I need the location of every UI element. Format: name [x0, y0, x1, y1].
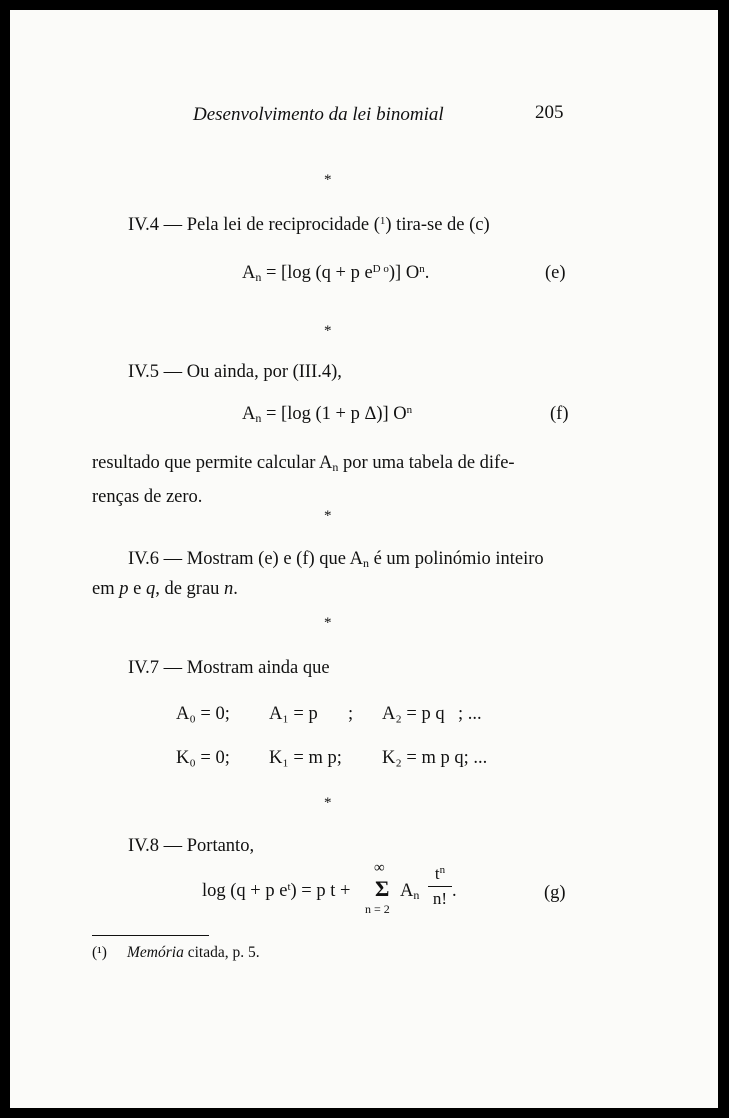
paragraph-iv6-line1: IV.6 — Mostram (e) e (f) que $A_n$ é um polinómio inteiro — [128, 549, 544, 570]
paragraph-iv7: IV.7 — Mostram ainda que — [128, 658, 330, 678]
equation-tag-f: (f) — [550, 404, 569, 424]
equation-tag-g: (g) — [544, 883, 566, 903]
section-separator: * — [324, 615, 332, 631]
paragraph-iv8: IV.8 — Portanto, — [128, 836, 255, 856]
footnote-ref: 1 — [379, 215, 386, 227]
paragraph-iv6-line2: em p e q, de grau n. — [92, 579, 238, 599]
paragraph-iv5: IV.5 — Ou ainda, por (III.4), — [128, 362, 342, 382]
section-separator: * — [324, 172, 332, 188]
sigma-symbol: Σ — [375, 876, 390, 901]
page-number: 205 — [535, 102, 564, 123]
fraction-bar — [428, 886, 452, 887]
section-separator: * — [324, 508, 332, 524]
footnote-title: Memória — [127, 944, 184, 961]
footnote-mark: (¹) — [92, 944, 107, 961]
section-label: IV.4 — [128, 215, 160, 235]
section-separator: * — [324, 795, 332, 811]
equation-g: log (q + p $e^t) = p$ t + — [202, 881, 351, 901]
fraction: $t^n$ n! — [425, 864, 455, 909]
footnote: (¹) Memória citada, p. 5. — [92, 944, 260, 961]
summation: ∞ Σ n = 2 — [365, 860, 390, 916]
paragraph-iv4: IV.4 — Pela lei de reciprocidade ($^1$) tira-se de (c) — [128, 215, 490, 235]
paragraph-iv5-result: resultado que permite calcular $A_n$ por uma tabela de dife- renças de zero. — [92, 453, 515, 507]
equation-f: $A_n = [\log$ (1 + p Δ)] $O^n$ — [242, 404, 413, 425]
book-page: Desenvolvimento da lei binomial 205 * IV.4 — Pela lei de reciprocidade ($^1$) tira-se de (c) $A_n = [\log$ (q + p $e^{D o}$)] $O^n$. (e) * IV.5 — Ou ainda, por (III.4), $A_n = [\log$ (1 + p Δ)] $O^n$ (f) resultado que permite calcular $A_n$ por uma tabela de dife- renças de zero. * IV.6 — Mostram (e) e (f) que $A_n$ é um polinómio inteiro em p e q, de grau n. * IV.7 — Mostram ainda que A₀ = 0; A₁ = p ; A₂ = p q ; ... K₀ = 0; K₁ = m p; K₂ = m p q; ... * IV.8 — Portanto, log (q + p $e^t) = p$ t + ∞ Σ n = 2 $A_n$ $t^n$ n! . (g) (¹) Memória citada, p. 5. — [10, 10, 718, 1108]
summation-term: $A_n$ — [400, 881, 420, 902]
equation-tag-e: (e) — [545, 263, 566, 283]
footnote-rule — [92, 935, 209, 936]
section-separator: * — [324, 323, 332, 339]
equation-e: $A_n = [\log$ (q + p $e^{D o}$)] $O^n$. — [242, 263, 430, 284]
running-header-title: Desenvolvimento da lei binomial — [193, 104, 444, 125]
